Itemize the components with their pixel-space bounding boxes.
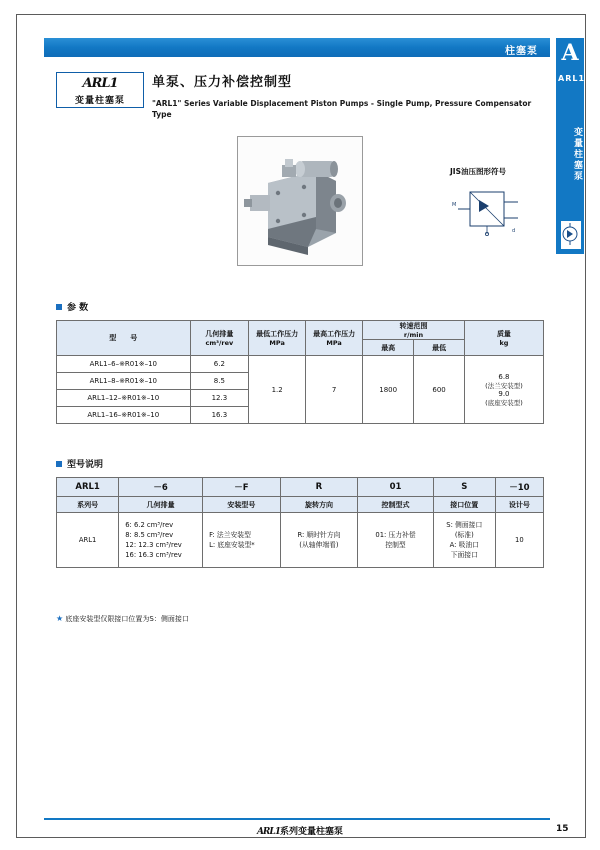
section-heading-model-code-label: 型号说明 xyxy=(67,460,104,470)
product-photo xyxy=(237,136,363,266)
header-title: 柱塞泵 xyxy=(505,46,538,57)
detail-displacement-l0: 6: 6.2 cm³/rev xyxy=(125,521,174,529)
code-design: －10 xyxy=(495,478,543,497)
hydraulic-symbol-icon xyxy=(452,184,526,236)
side-tab xyxy=(556,38,584,254)
cell-model-2: ARL1–12–※R01※–10 xyxy=(57,390,191,407)
detail-control-l1: 控制型 xyxy=(385,541,406,549)
page-title-en: "ARL1" Series Variable Displacement Piston Pumps - Single Pump, Pressure Compensator Type xyxy=(152,99,532,119)
brand-logo xyxy=(56,72,144,108)
page-number: 15 xyxy=(556,824,569,834)
th-speed-range xyxy=(363,321,465,340)
th-min-pressure xyxy=(249,321,306,356)
model-label-row xyxy=(57,497,544,513)
section-marker-icon xyxy=(56,304,62,310)
code-displacement: －6 xyxy=(119,478,203,497)
svg-text:d: d xyxy=(512,228,516,234)
jis-symbol-diagram xyxy=(452,184,526,236)
model-code-row xyxy=(57,478,544,497)
detail-control-l0: 01: 压力补偿 xyxy=(375,531,416,539)
label-control: 控制型式 xyxy=(358,497,434,513)
table-row xyxy=(57,356,544,373)
detail-port-l0: S: 侧面接口 xyxy=(446,521,483,529)
footer-divider xyxy=(44,818,550,820)
cell-max-pressure: 7 xyxy=(306,356,363,424)
label-rotation: 旋转方向 xyxy=(280,497,358,513)
star-icon: ★ xyxy=(56,614,64,623)
cell-disp-3: 16.3 xyxy=(190,407,249,424)
cell-model-3: ARL1–16–※R01※–10 xyxy=(57,407,191,424)
th-speed-range-unit: r/min xyxy=(403,331,424,339)
detail-port-l3: 下面接口 xyxy=(450,551,478,559)
th-speed-max: 最高 xyxy=(363,340,414,356)
code-port: S xyxy=(433,478,495,497)
footer-logo-suffix: 系列变量柱塞泵 xyxy=(280,827,344,837)
th-speed-min: 最低 xyxy=(414,340,465,356)
page-title-cn: 单泵、压力补偿控制型 xyxy=(152,75,293,90)
code-control: 01 xyxy=(358,478,434,497)
th-speed-range-label: 转速范围 xyxy=(399,322,428,330)
detail-series: ARL1 xyxy=(57,513,119,568)
section-heading-params-label: 参 数 xyxy=(67,303,89,313)
cell-mass-l3: 9.0 xyxy=(498,389,510,398)
th-model: 型 号 xyxy=(57,321,191,356)
detail-mount xyxy=(203,513,281,568)
cell-mass xyxy=(464,356,543,424)
cell-mass-l1: 6.8 xyxy=(498,372,510,381)
side-tab-symbol-icon xyxy=(560,220,582,250)
cell-disp-2: 12.3 xyxy=(190,390,249,407)
detail-port-l1: (标准) xyxy=(454,531,474,539)
cell-disp-0: 6.2 xyxy=(190,356,249,373)
cell-model-0: ARL1–6–※R01※–10 xyxy=(57,356,191,373)
cell-model-1: ARL1–8–※R01※–10 xyxy=(57,373,191,390)
cell-mass-l4: (底座安装型) xyxy=(485,398,523,407)
th-displacement-unit: cm³/rev xyxy=(205,339,234,347)
th-mass xyxy=(464,321,543,356)
brand-logo-line2: 变量柱塞泵 xyxy=(74,96,125,106)
label-displacement: 几何排量 xyxy=(119,497,203,513)
th-max-pressure-unit: MPa xyxy=(326,339,342,347)
cell-mass-l2: (法兰安装型) xyxy=(485,381,523,390)
footnote xyxy=(56,614,189,624)
code-series: ARL1 xyxy=(57,478,119,497)
cell-speed-max: 1800 xyxy=(363,356,414,424)
detail-port-l2: A: 吸油口 xyxy=(449,541,479,549)
model-code-table xyxy=(56,477,544,568)
detail-displacement-l2: 12: 12.3 cm³/rev xyxy=(125,541,182,549)
header-bar xyxy=(44,38,550,57)
detail-rotation xyxy=(280,513,358,568)
model-detail-row xyxy=(57,513,544,568)
code-rotation: R xyxy=(280,478,358,497)
th-min-pressure-label: 最低工作压力 xyxy=(256,330,299,338)
side-tab-text: 变量柱塞泵 xyxy=(572,126,582,182)
label-mount: 安装型号 xyxy=(203,497,281,513)
detail-design: 10 xyxy=(495,513,543,568)
cell-speed-min: 600 xyxy=(414,356,465,424)
code-mount: －F xyxy=(203,478,281,497)
section-marker-icon-2 xyxy=(56,461,62,467)
th-max-pressure xyxy=(306,321,363,356)
th-displacement-label: 几何排量 xyxy=(205,330,234,338)
th-min-pressure-unit: MPa xyxy=(269,339,285,347)
detail-mount-l1: L: 底座安装型* xyxy=(209,541,255,549)
section-heading-model-code xyxy=(56,457,103,470)
svg-text:M: M xyxy=(452,202,457,208)
detail-displacement-l1: 8: 8.5 cm³/rev xyxy=(125,531,174,539)
section-heading-params xyxy=(56,300,88,313)
brand-logo-line1: ARL1 xyxy=(82,76,118,91)
side-tab-logo: ARL1 xyxy=(558,74,586,83)
jis-symbol-label: JIS油压图形符号 xyxy=(450,167,506,176)
pump-symbol-icon xyxy=(561,221,579,247)
detail-displacement-l3: 16: 16.3 cm³/rev xyxy=(125,551,182,559)
detail-port xyxy=(433,513,495,568)
detail-control xyxy=(358,513,434,568)
cell-disp-1: 8.5 xyxy=(190,373,249,390)
detail-rotation-l1: (从轴伸端看) xyxy=(299,541,339,549)
label-port: 接口位置 xyxy=(433,497,495,513)
parameter-table xyxy=(56,320,544,424)
th-mass-unit: kg xyxy=(499,339,509,347)
label-design: 设计号 xyxy=(495,497,543,513)
detail-displacement xyxy=(119,513,203,568)
th-displacement xyxy=(190,321,249,356)
label-series: 系列号 xyxy=(57,497,119,513)
side-tab-letter: A xyxy=(561,40,579,66)
detail-rotation-l0: R: 顺时针方向 xyxy=(297,531,341,539)
th-max-pressure-label: 最高工作压力 xyxy=(313,330,356,338)
th-mass-label: 质量 xyxy=(496,330,511,338)
table-header-row xyxy=(57,321,544,340)
footer-logo xyxy=(0,824,600,837)
footnote-text: 底座安装型仅限接口位置为S：侧面接口 xyxy=(65,615,189,623)
piston-pump-illustration xyxy=(238,137,362,265)
cell-min-pressure: 1.2 xyxy=(249,356,306,424)
footer-logo-text: ARL1 xyxy=(256,827,281,837)
detail-mount-l0: F: 法兰安装型 xyxy=(209,531,251,539)
